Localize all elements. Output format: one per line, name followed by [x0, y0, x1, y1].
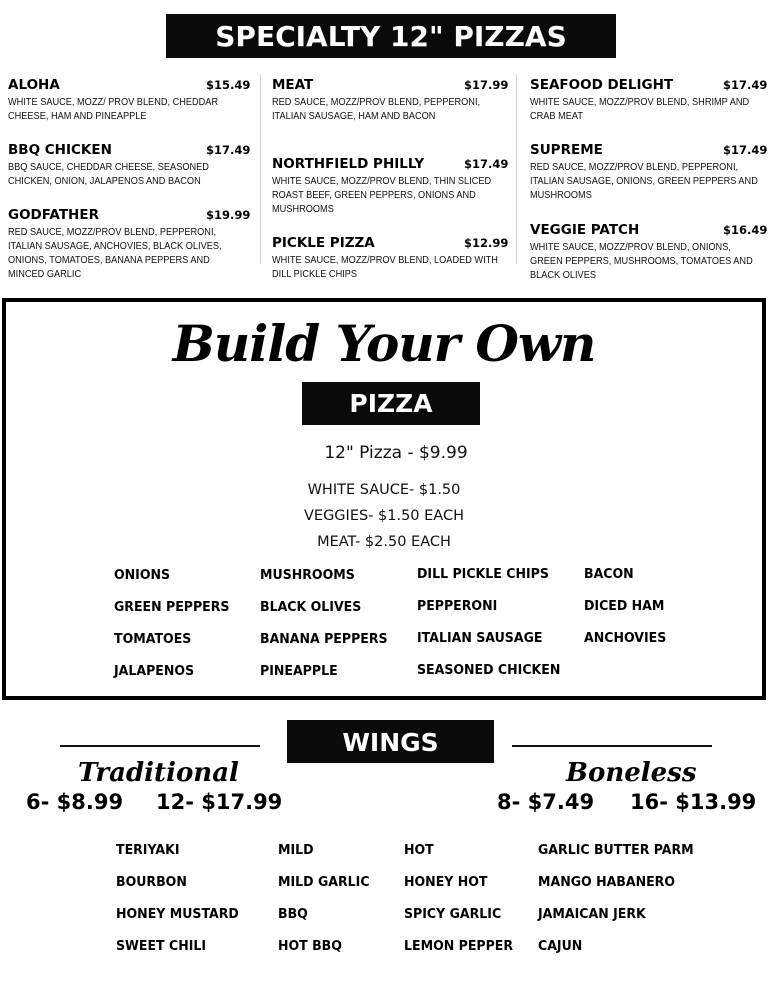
flavor-item: JAMAICAN JERK — [538, 906, 646, 922]
addon-price: WHITE SAUCE- $1.50 — [307, 482, 461, 498]
column-divider — [516, 74, 517, 264]
boneless-title: Boneless — [566, 758, 697, 788]
flavors-column — [116, 842, 248, 970]
menu-item-supreme — [530, 142, 768, 203]
item-price: $17.49 — [206, 143, 251, 157]
topping-item: DILL PICKLE CHIPS — [417, 566, 549, 582]
wing-price: 8- $7.49 — [497, 790, 595, 814]
topping-item: SEASONED CHICKEN — [417, 662, 561, 678]
wing-price: 6- $8.99 — [26, 790, 124, 814]
flavor-item: HOT — [404, 842, 434, 858]
flavors-column — [278, 842, 376, 970]
flavors-column — [538, 842, 705, 970]
menu-item-meat — [272, 77, 508, 124]
flavor-item: LEMON PEPPER — [404, 938, 514, 954]
flavor-item: MANGO HABANERO — [538, 874, 676, 890]
item-description: BBQ SAUCE, CHEDDAR CHEESE, SEASONED CHICKEN, ONION, JALAPENOS AND BACON — [8, 162, 209, 187]
item-description: WHITE SAUCE, MOZZ/PROV BLEND, THIN SLICED ROAST BEEF, GREEN PEPPERS, ONIONS AND MUSHROOMS — [272, 176, 492, 215]
topping-item: ITALIAN SAUSAGE — [417, 630, 543, 646]
menu-item-veggie-patch — [530, 222, 768, 283]
toppings-column — [260, 567, 397, 695]
flavor-item: CAJUN — [538, 938, 583, 954]
flavor-item: HOT BBQ — [278, 938, 342, 954]
toppings-column — [584, 566, 672, 662]
addon-price: VEGGIES- $1.50 EACH — [303, 508, 464, 524]
base-pizza-price: 12" Pizza - $9.99 — [324, 443, 468, 463]
flavor-item: GARLIC BUTTER PARM — [538, 842, 694, 858]
menu-item-pickle-pizza — [272, 235, 508, 282]
pizza-heading: PIZZA — [302, 382, 480, 425]
flavor-item: SWEET CHILI — [116, 938, 207, 954]
wings-heading: WINGS — [287, 720, 494, 763]
item-name: SEAFOOD DELIGHT — [530, 77, 674, 93]
item-name: SUPREME — [530, 142, 603, 158]
topping-item: MUSHROOMS — [260, 567, 355, 583]
item-price: $17.49 — [723, 143, 768, 157]
toppings-column — [114, 567, 238, 695]
build-your-own-title: Build Your Own — [172, 314, 596, 373]
topping-item: BACON — [584, 566, 634, 582]
item-name: NORTHFIELD PHILLY — [272, 156, 425, 172]
topping-item: DICED HAM — [584, 598, 665, 614]
topping-item: BLACK OLIVES — [260, 599, 362, 615]
flavor-item: SPICY GARLIC — [404, 906, 502, 922]
flavor-item: HONEY HOT — [404, 874, 488, 890]
item-name: GODFATHER — [8, 207, 99, 223]
addon-price: MEAT- $2.50 EACH — [317, 534, 451, 550]
topping-item: PEPPERONI — [417, 598, 498, 614]
specialty-pizzas-heading: SPECIALTY 12" PIZZAS — [166, 14, 616, 58]
topping-item: TOMATOES — [114, 631, 192, 647]
menu-item-aloha — [8, 77, 251, 124]
flavor-item: MILD — [278, 842, 314, 858]
item-price: $17.49 — [723, 78, 768, 92]
item-price: $12.99 — [464, 236, 509, 250]
topping-item: PINEAPPLE — [260, 663, 338, 679]
flavor-item: MILD GARLIC — [278, 874, 370, 890]
topping-item: BANANA PEPPERS — [260, 631, 388, 647]
topping-item: JALAPENOS — [114, 663, 195, 679]
item-price: $16.49 — [723, 223, 768, 237]
topping-item: ANCHOVIES — [584, 630, 667, 646]
wings-rule-left — [60, 745, 260, 747]
wings-rule-right — [512, 745, 712, 747]
flavor-item: HONEY MUSTARD — [116, 906, 239, 922]
item-description: RED SAUCE, MOZZ/PROV BLEND, PEPPERONI, ITALIAN SAUSAGE, ONIONS, GREEN PEPPERS AND MUSHROOMS — [530, 162, 758, 201]
item-description: WHITE SAUCE, MOZZ/PROV BLEND, ONIONS, GREEN PEPPERS, MUSHROOMS, TOMATOES AND BLACK OLIVES — [530, 242, 753, 281]
menu-item-godfather — [8, 207, 251, 282]
wing-price: 12- $17.99 — [156, 790, 283, 814]
topping-item: GREEN PEPPERS — [114, 599, 230, 615]
toppings-column — [417, 566, 571, 694]
item-name: MEAT — [272, 77, 314, 93]
item-description: RED SAUCE, MOZZ/PROV BLEND, PEPPERONI, ITALIAN SAUSAGE, HAM AND BACON — [272, 97, 481, 122]
item-price: $17.49 — [464, 157, 509, 171]
topping-item: ONIONS — [114, 567, 171, 583]
menu-item-seafood-delight — [530, 77, 768, 124]
column-divider — [260, 74, 261, 264]
flavor-item: BOURBON — [116, 874, 187, 890]
item-name: PICKLE PIZZA — [272, 235, 375, 251]
item-price: $19.99 — [206, 208, 251, 222]
menu-item-bbq-chicken — [8, 142, 251, 189]
flavor-item: BBQ — [278, 906, 308, 922]
item-description: WHITE SAUCE, MOZZ/PROV BLEND, SHRIMP AND CRAB MEAT — [530, 97, 750, 122]
item-description: RED SAUCE, MOZZ/PROV BLEND, PEPPERONI, ITALIAN SAUSAGE, ANCHOVIES, BLACK OLIVES, ONIONS, TOMATOES, BANANA PEPPERS AND MINCED GARLIC — [8, 227, 222, 280]
item-name: VEGGIE PATCH — [530, 222, 640, 238]
flavors-column — [404, 842, 521, 970]
item-description: WHITE SAUCE, MOZZ/PROV BLEND, LOADED WITH DILL PICKLE CHIPS — [272, 255, 498, 280]
item-description: WHITE SAUCE, MOZZ/ PROV BLEND, CHEDDAR CHEESE, HAM AND PINEAPPLE — [8, 97, 219, 122]
wing-price: 16- $13.99 — [630, 790, 757, 814]
item-price: $15.49 — [206, 78, 251, 92]
flavor-item: TERIYAKI — [116, 842, 180, 858]
item-name: ALOHA — [8, 77, 60, 93]
menu-item-northfield-philly — [272, 156, 508, 217]
item-price: $17.99 — [464, 78, 509, 92]
traditional-title: Traditional — [78, 758, 239, 788]
item-name: BBQ CHICKEN — [8, 142, 112, 158]
